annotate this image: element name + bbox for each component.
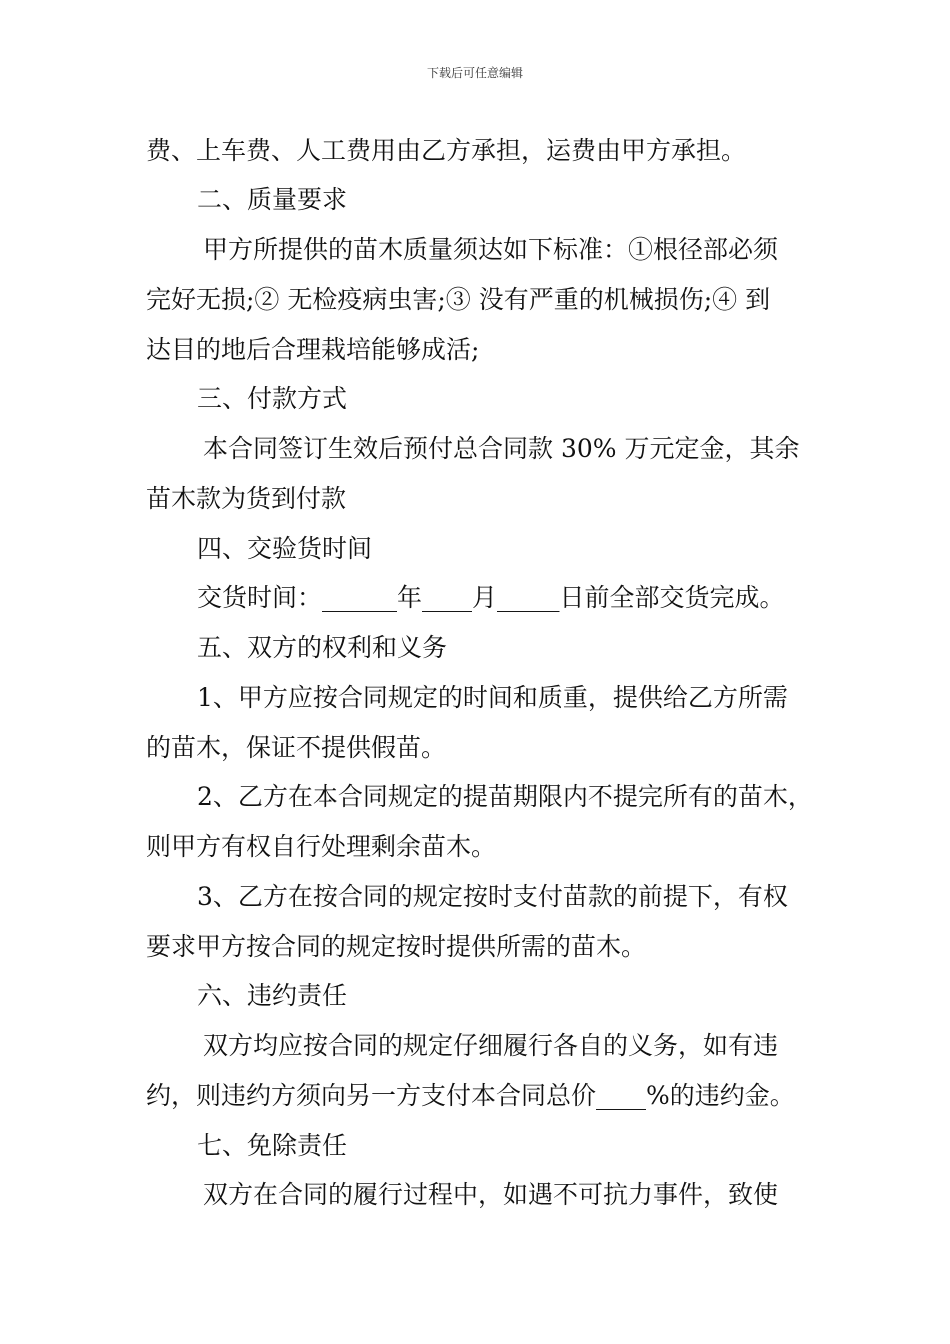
text-line: 本合同签订生效后预付总合同款 30% 万元定金，其余: [203, 434, 800, 463]
text-line: 费、上车费、人工费用由乙方承担，运费由甲方承担。: [146, 136, 747, 165]
section-heading: 五、双方的权利和义务: [197, 633, 448, 662]
section-heading: 二、质量要求: [197, 185, 348, 214]
text-line: 完好无损;② 无检疫病虫害;③ 没有严重的机械损伤;④ 到: [146, 285, 771, 314]
text-line: 约，则违约方须向另一方支付本合同总价____%的违约金。: [146, 1081, 795, 1110]
text-line: 1、甲方应按合同规定的时间和质重，提供给乙方所需: [197, 683, 788, 712]
text-line: 的苗木，保证不提供假苗。: [146, 733, 447, 762]
text-line: 苗木款为货到付款: [146, 484, 347, 513]
text-line: 要求甲方按合同的规定按时提供所需的苗木。: [146, 932, 647, 961]
text-line: 2、乙方在本合同规定的提苗期限内不提完所有的苗木，: [197, 782, 813, 811]
section-heading: 三、付款方式: [197, 384, 348, 413]
section-heading: 四、交验货时间: [197, 534, 373, 563]
text-line: 甲方所提供的苗木质量须达如下标准：①根径部必须: [203, 235, 779, 264]
section-heading: 六、违约责任: [197, 981, 348, 1010]
section-heading: 七、免除责任: [197, 1131, 348, 1160]
text-line: 则甲方有权自行处理剩余苗木。: [146, 832, 497, 861]
text-line: 达目的地后合理栽培能够成活;: [146, 335, 480, 364]
text-line: 3、乙方在按合同的规定按时支付苗款的前提下，有权: [197, 882, 788, 911]
text-line: 双方均应按合同的规定仔细履行各自的义务，如有违: [203, 1031, 779, 1060]
text-line: 交货时间：______年____月_____日前全部交货完成。: [197, 583, 785, 612]
page-header: 下载后可任意编辑: [426, 66, 523, 80]
text-line: 双方在合同的履行过程中，如遇不可抗力事件，致使: [203, 1180, 779, 1209]
